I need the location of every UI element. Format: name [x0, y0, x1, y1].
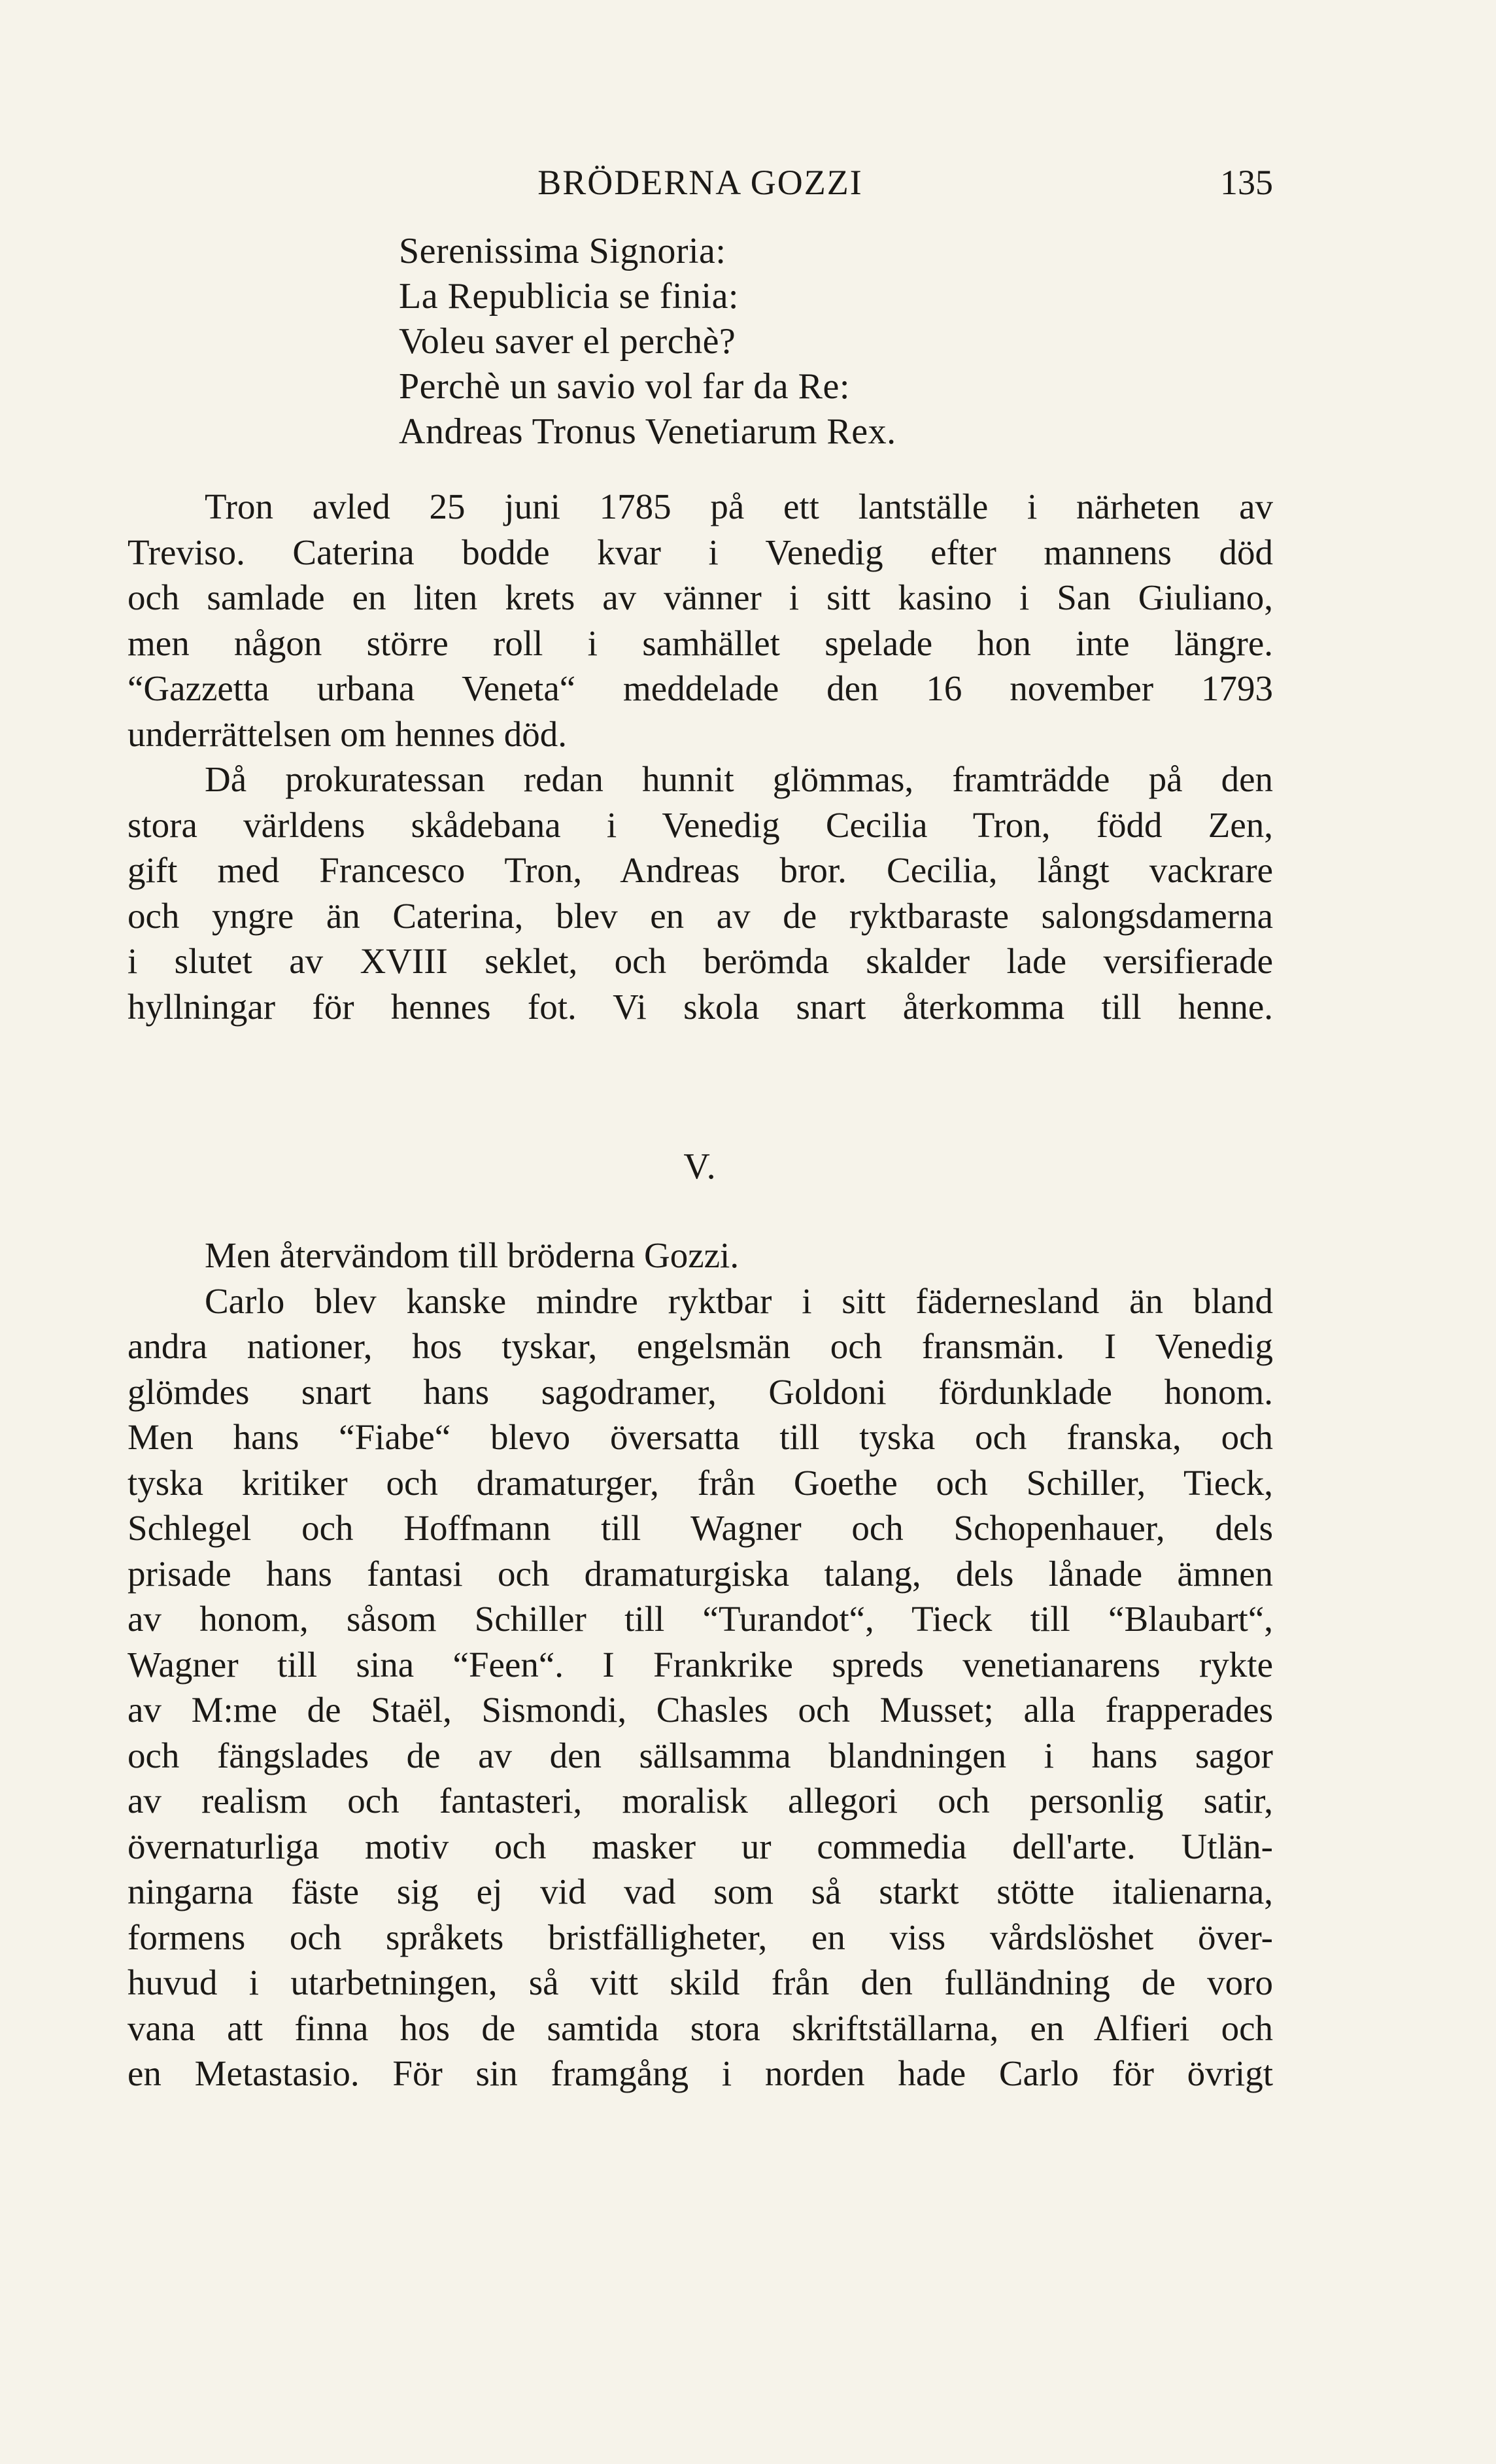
text-line: en Metastasio. För sin framgång i norden hade Carlo för övrigt — [128, 2053, 1273, 2093]
text-line: hyllningar för hennes fot. Vi skola snart återkomma till henne. — [128, 986, 1273, 1027]
paragraph-cecilia-tron — [128, 757, 1273, 1029]
text-line: prisade hans fantasi och dramaturgiska talang, dels lånade ämnen — [128, 1553, 1273, 1594]
text-line: Treviso. Caterina bodde kvar i Venedig efter mannens död — [128, 532, 1273, 572]
text-line: tyska kritiker och dramaturger, från Goethe och Schiller, Tieck, — [128, 1462, 1273, 1503]
verse-line: Perchè un savio vol far da Re: — [399, 366, 850, 407]
text-line: och yngre än Caterina, blev en av de ryktbaraste salongsdamerna — [128, 895, 1273, 936]
verse-line: Serenissima Signoria: — [399, 231, 726, 271]
text-line: “Gazzetta urbana Veneta“ meddelade den 16 november 1793 — [128, 668, 1273, 708]
section-heading: V. — [683, 1146, 717, 1187]
verse-quotation — [399, 229, 1249, 454]
section-v-text — [128, 1233, 1273, 2096]
paragraph-tron-death — [128, 484, 1273, 757]
text-line: Wagner till sina “Feen“. I Frankrike spreds venetianarens rykte — [128, 1644, 1273, 1685]
text-line: Då prokuratessan redan hunnit glömmas, framträdde på den — [205, 759, 1273, 799]
text-line: och samlade en liten krets av vänner i sitt kasino i San Giuliano, — [128, 577, 1273, 617]
text-line: Men hans “Fiabe“ blevo översatta till tyska och franska, och — [128, 1417, 1273, 1457]
text-line: ningarna fäste sig ej vid vad som så starkt stötte italienarna, — [128, 1872, 1273, 1911]
text-line: av honom, såsom Schiller till “Turandot“, Tieck till “Blaubart“, — [128, 1599, 1273, 1639]
text-line: övernaturliga motiv och masker ur commedia dell'arte. Utlän- — [128, 1826, 1273, 1866]
text-line: gift med Francesco Tron, Andreas bror. Cecilia, långt vackrare — [128, 850, 1273, 890]
text-line: Carlo blev kanske mindre ryktbar i sitt fädernesland än bland — [205, 1280, 1273, 1321]
text-line: Tron avled 25 juni 1785 på ett lantställe i närheten av — [205, 487, 1273, 526]
verse-line: Andreas Tronus Venetiarum Rex. — [399, 411, 896, 452]
text-line: underrättelsen om hennes död. — [128, 713, 568, 754]
text-line: stora världens skådebana i Venedig Cecilia Tron, född Zen, — [128, 804, 1273, 845]
text-line: vana att finna hos de samtida stora skriftställarna, en Alfieri och — [128, 2008, 1273, 2048]
text-line: i slutet av XVIII seklet, och berömda skalder lade versifierade — [128, 941, 1273, 981]
text-line: andra nationer, hos tyskar, engelsmän och fransmän. I Venedig — [128, 1326, 1273, 1366]
text-line: huvud i utarbetningen, så vitt skild från den fulländning de voro — [128, 1962, 1273, 2002]
verse-line: La Republicia se finia: — [399, 276, 739, 317]
text-line: men någon större roll i samhället spelade hon inte längre. — [128, 623, 1273, 663]
text-line: Schlegel och Hoffmann till Wagner och Schopenhauer, dels — [128, 1508, 1273, 1548]
verse-line: Voleu saver el perchè? — [399, 321, 736, 362]
text-line: glömdes snart hans sagodramer, Goldoni fördunklade honom. — [128, 1371, 1273, 1412]
text-line: av realism och fantasteri, moralisk allegori och personlig satir, — [128, 1781, 1273, 1821]
text-line: och fängslades de av den sällsamma blandningen i hans sagor — [128, 1735, 1273, 1775]
text-line: formens och språkets bristfälligheter, en viss vårdslöshet över- — [128, 1917, 1273, 1957]
running-header — [128, 162, 1273, 221]
page-number: 135 — [1220, 163, 1273, 202]
text-line: Men återvändom till bröderna Gozzi. — [205, 1235, 740, 1275]
running-title: BRÖDERNA GOZZI — [537, 163, 863, 202]
text-line: av M:me de Staël, Sismondi, Chasles och Musset; alla frapperades — [128, 1690, 1273, 1730]
